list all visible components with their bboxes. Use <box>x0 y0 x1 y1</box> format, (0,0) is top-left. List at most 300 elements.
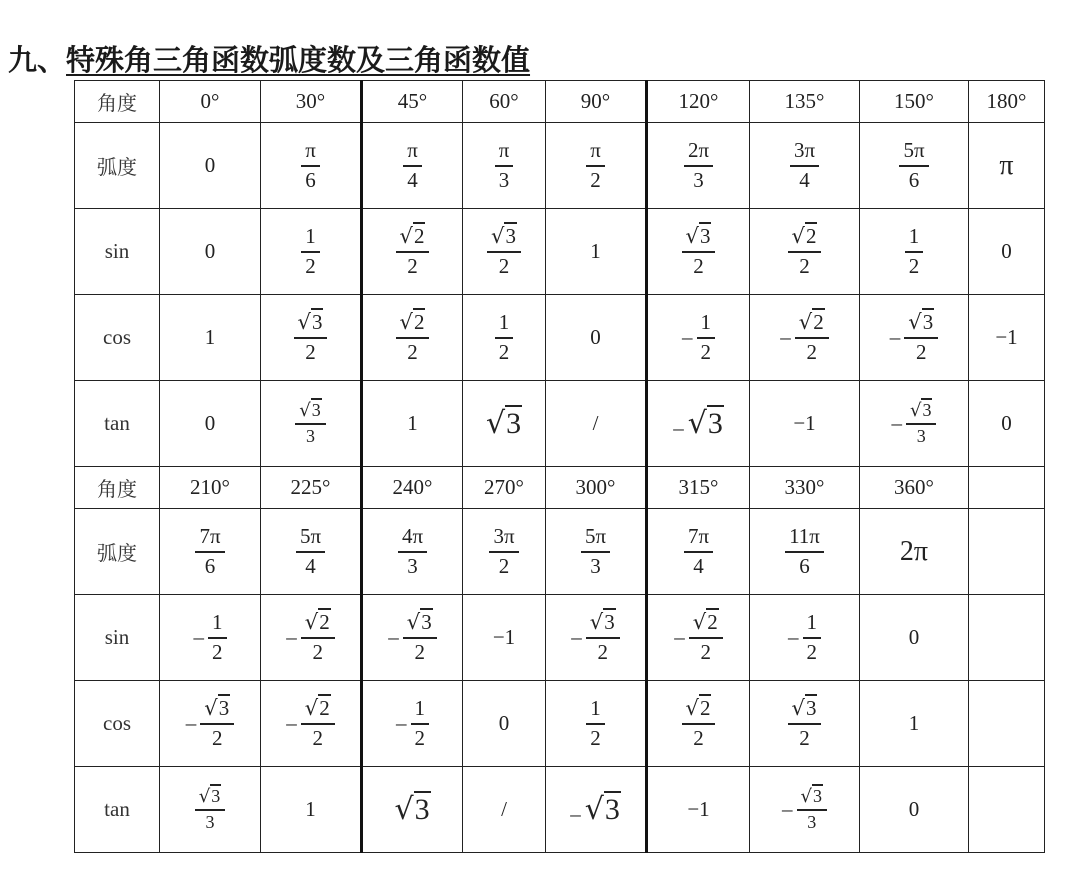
minus-sign: – <box>889 325 901 349</box>
fraction <box>301 697 335 749</box>
cos-value-cell <box>546 295 647 381</box>
numerator: 3π <box>790 139 819 166</box>
numerator: π <box>301 139 320 166</box>
sin-value-cell <box>463 595 546 681</box>
radicand: 3 <box>604 793 620 826</box>
cos-value-cell <box>750 681 860 767</box>
fraction <box>682 697 716 749</box>
denominator: 4 <box>407 167 418 192</box>
radicand: 3 <box>218 696 230 721</box>
numerator: π <box>586 139 605 166</box>
radicand: 3 <box>311 399 321 420</box>
fraction <box>803 611 822 663</box>
angle-cell <box>969 467 1045 509</box>
denominator: 2 <box>211 725 223 750</box>
sqrt-expression <box>491 222 517 248</box>
numerator: π <box>403 139 422 166</box>
numerator <box>403 611 437 638</box>
radical-sign: √ <box>198 785 211 807</box>
angle-cell: 135° <box>750 81 860 123</box>
fraction <box>195 525 224 577</box>
angle-cell: 300° <box>546 467 647 509</box>
radicand: 3 <box>922 310 934 335</box>
cos-value-cell <box>160 295 261 381</box>
denominator: 2 <box>799 253 810 278</box>
minus-sign: – <box>570 801 581 826</box>
cell-value: 0 <box>1001 411 1012 435</box>
fraction <box>689 611 723 663</box>
fraction <box>905 225 924 277</box>
radian-value-cell <box>160 509 261 595</box>
fraction <box>398 525 427 577</box>
radian-value-cell <box>860 123 969 209</box>
denominator: 3 <box>305 425 315 446</box>
radicand: 3 <box>604 610 615 635</box>
tan-value-cell <box>546 381 647 467</box>
fraction <box>899 139 928 191</box>
radicand: 2 <box>319 610 330 635</box>
fraction <box>495 139 514 191</box>
denominator: 2 <box>498 339 510 364</box>
sqrt-expression <box>686 694 712 720</box>
denominator: 3 <box>916 425 926 446</box>
tan-value-cell <box>160 767 261 853</box>
section-title: 特殊角三角函数弧度数及三角函数值 <box>66 43 531 77</box>
denominator: 2 <box>700 639 711 664</box>
fraction <box>788 697 822 749</box>
cos-row <box>75 295 1045 381</box>
sin-value-cell <box>261 595 362 681</box>
numerator: π <box>495 139 514 166</box>
sqrt-expression <box>585 793 621 826</box>
radian-value-cell <box>969 123 1045 209</box>
cell-value: −1 <box>492 625 516 649</box>
numerator: 7π <box>195 525 224 552</box>
denominator: 6 <box>305 167 316 192</box>
numerator <box>396 311 430 338</box>
tan-value-cell <box>463 381 546 467</box>
denominator: 3 <box>498 167 510 192</box>
fraction <box>906 401 936 447</box>
numerator <box>689 611 723 638</box>
tan-value-cell <box>860 381 969 467</box>
cos-value-cell <box>969 681 1045 767</box>
angle-row <box>75 467 1045 509</box>
cell-value: 1 <box>908 711 920 735</box>
numerator <box>904 311 938 338</box>
radical-sign: √ <box>791 224 805 249</box>
sin-value-cell <box>160 209 261 295</box>
radicand: 3 <box>506 407 522 440</box>
fraction <box>403 611 437 663</box>
tan-value-cell <box>969 381 1045 467</box>
denominator: 2 <box>806 339 817 364</box>
cell-value: π <box>999 149 1014 181</box>
denominator: 2 <box>305 339 316 364</box>
cell-value: 0 <box>1001 239 1012 263</box>
angle-row <box>75 81 1045 123</box>
denominator: 2 <box>407 339 418 364</box>
minus-sign: – <box>782 797 793 821</box>
cell-value: 0 <box>590 325 601 349</box>
fraction <box>586 611 620 663</box>
numerator: 2π <box>684 139 713 166</box>
angle-cell: 225° <box>261 467 362 509</box>
sqrt-expression <box>199 786 221 806</box>
radical-sign: √ <box>685 224 699 249</box>
numerator: 1 <box>495 311 514 338</box>
sqrt-expression <box>799 308 825 334</box>
sin-value-cell <box>750 209 860 295</box>
fraction <box>581 525 610 577</box>
fraction <box>788 225 822 277</box>
fraction <box>208 611 227 663</box>
cos-value-cell <box>362 295 463 381</box>
sin-row <box>75 209 1045 295</box>
minus-sign: – <box>673 415 684 440</box>
cos-value-cell <box>362 681 463 767</box>
minus-sign: – <box>571 625 582 649</box>
cell-value: 0 <box>204 153 216 177</box>
tan-value-cell <box>546 767 647 853</box>
cos-value-cell <box>546 681 647 767</box>
radicand: 2 <box>413 224 425 249</box>
radicand: 2 <box>413 310 425 335</box>
minus-sign: – <box>286 625 297 649</box>
fraction <box>301 611 335 663</box>
fraction <box>403 139 422 191</box>
radical-sign: √ <box>584 792 604 827</box>
sqrt-expression <box>204 694 230 720</box>
row-label-radian: 弧度 <box>75 509 160 595</box>
denominator: 6 <box>799 553 810 578</box>
minus-sign: – <box>286 711 297 735</box>
sin-value-cell <box>647 595 750 681</box>
radicand: 2 <box>707 610 718 635</box>
sin-value-cell <box>160 595 261 681</box>
fraction <box>785 525 824 577</box>
minus-sign: – <box>193 625 204 649</box>
sin-value-cell <box>362 595 463 681</box>
denominator: 2 <box>498 553 510 578</box>
denominator: 2 <box>305 253 316 278</box>
tan-value-cell <box>362 381 463 467</box>
cos-value-cell <box>860 681 969 767</box>
radicand: 3 <box>707 407 723 440</box>
fraction <box>684 525 713 577</box>
sqrt-expression <box>400 222 426 248</box>
radical-sign: √ <box>791 696 805 721</box>
angle-cell: 270° <box>463 467 546 509</box>
sqrt-expression <box>693 608 719 634</box>
row-label-sin: sin <box>75 209 160 295</box>
fraction <box>411 697 430 749</box>
numerator <box>906 401 936 425</box>
radicand: 2 <box>805 224 817 249</box>
numerator <box>788 225 822 252</box>
denominator: 2 <box>414 639 425 664</box>
angle-cell: 90° <box>546 81 647 123</box>
radical-sign: √ <box>297 310 311 335</box>
cell-value: 1 <box>590 239 601 263</box>
fraction <box>295 401 325 447</box>
sin-value-cell <box>362 209 463 295</box>
radical-sign: √ <box>589 610 604 635</box>
numerator: 3π <box>489 525 518 552</box>
fraction <box>904 311 938 363</box>
radicand: 3 <box>211 785 221 806</box>
denominator: 2 <box>806 639 817 664</box>
fraction <box>396 311 430 363</box>
tan-value-cell <box>969 767 1045 853</box>
radian-value-cell <box>860 509 969 595</box>
numerator <box>788 697 822 724</box>
radical-sign: √ <box>304 610 319 635</box>
radical-sign: √ <box>399 224 413 249</box>
numerator: 1 <box>905 225 924 252</box>
angle-cell: 30° <box>261 81 362 123</box>
fraction <box>790 139 819 191</box>
radian-value-cell <box>546 509 647 595</box>
page-title <box>8 42 530 78</box>
numerator <box>795 311 829 338</box>
angle-cell: 315° <box>647 467 750 509</box>
numerator: 5π <box>296 525 325 552</box>
denominator: 2 <box>312 725 323 750</box>
fraction <box>396 225 430 277</box>
minus-sign: – <box>891 411 902 435</box>
radicand: 3 <box>805 696 817 721</box>
sqrt-expression <box>910 400 932 420</box>
radical-sign: √ <box>687 406 707 441</box>
fraction <box>195 787 225 833</box>
angle-cell: 45° <box>362 81 463 123</box>
radicand: 3 <box>922 399 932 420</box>
sin-value-cell <box>261 209 362 295</box>
numerator <box>396 225 430 252</box>
cell-value: / <box>592 411 599 435</box>
sqrt-expression <box>407 608 433 634</box>
cell-value: 0 <box>498 711 510 735</box>
row-label-cos: cos <box>75 295 160 381</box>
fraction <box>684 139 713 191</box>
sqrt-expression <box>792 694 818 720</box>
tan-value-cell <box>362 767 463 853</box>
numerator <box>294 311 328 338</box>
sqrt-expression <box>298 308 324 334</box>
denominator: 2 <box>915 339 927 364</box>
denominator: 3 <box>590 553 601 578</box>
numerator: 5π <box>581 525 610 552</box>
denominator: 4 <box>305 553 316 578</box>
radicand: 2 <box>699 696 711 721</box>
cos-value-cell <box>647 681 750 767</box>
cell-value: 0 <box>908 797 920 821</box>
radical-sign: √ <box>491 224 505 249</box>
numerator <box>195 787 225 811</box>
minus-sign: – <box>185 711 197 735</box>
numerator: 11π <box>785 525 824 552</box>
radicand: 3 <box>421 610 432 635</box>
fraction <box>795 311 829 363</box>
numerator <box>295 401 325 425</box>
sqrt-expression <box>792 222 818 248</box>
sin-row <box>75 595 1045 681</box>
radical-sign: √ <box>910 399 922 421</box>
tan-value-cell <box>261 381 362 467</box>
sin-value-cell <box>546 209 647 295</box>
denominator: 2 <box>590 167 601 192</box>
fraction <box>586 139 605 191</box>
denominator: 6 <box>204 553 216 578</box>
radicand: 3 <box>311 310 323 335</box>
denominator: 2 <box>908 253 920 278</box>
row-label-radian: 弧度 <box>75 123 160 209</box>
sqrt-expression <box>686 222 712 248</box>
cell-value: / <box>501 797 507 821</box>
cell-value: 2π <box>899 535 929 567</box>
cos-value-cell <box>860 295 969 381</box>
angle-cell: 210° <box>160 467 261 509</box>
numerator <box>301 611 335 638</box>
sin-value-cell <box>969 209 1045 295</box>
radian-value-cell <box>463 123 546 209</box>
angle-cell: 0° <box>160 81 261 123</box>
row-label-sin: sin <box>75 595 160 681</box>
radian-value-cell <box>647 509 750 595</box>
denominator: 2 <box>498 253 510 278</box>
row-label-tan: tan <box>75 767 160 853</box>
fraction <box>487 225 521 277</box>
radical-sign: √ <box>685 696 699 721</box>
denominator: 2 <box>590 725 601 750</box>
cell-value: 0 <box>204 411 216 435</box>
denominator: 2 <box>212 639 223 664</box>
tan-value-cell <box>647 767 750 853</box>
numerator: 1 <box>586 697 605 724</box>
fraction <box>682 225 716 277</box>
cos-value-cell <box>261 681 362 767</box>
denominator: 6 <box>908 167 920 192</box>
minus-sign: – <box>388 625 399 649</box>
radian-value-cell <box>261 123 362 209</box>
numerator: 1 <box>208 611 227 638</box>
numerator <box>682 697 716 724</box>
radical-sign: √ <box>908 310 922 335</box>
radian-value-cell <box>647 123 750 209</box>
fraction <box>301 225 320 277</box>
denominator: 2 <box>414 725 425 750</box>
numerator <box>797 787 827 811</box>
denominator: 3 <box>407 553 418 578</box>
radical-sign: √ <box>798 310 813 335</box>
denominator: 4 <box>693 553 704 578</box>
sqrt-expression <box>801 786 823 806</box>
sqrt-expression <box>400 308 426 334</box>
fraction <box>296 525 325 577</box>
radian-value-cell <box>362 123 463 209</box>
numerator <box>487 225 521 252</box>
fraction <box>697 311 716 363</box>
numerator: 1 <box>411 697 430 724</box>
sqrt-expression <box>394 793 430 826</box>
radian-value-cell <box>969 509 1045 595</box>
radian-value-cell <box>160 123 261 209</box>
fraction <box>294 311 328 363</box>
radian-row <box>75 123 1045 209</box>
tan-value-cell <box>860 767 969 853</box>
denominator: 2 <box>693 725 704 750</box>
numerator: 1 <box>301 225 320 252</box>
sqrt-expression <box>688 407 724 440</box>
sin-value-cell <box>750 595 860 681</box>
radicand: 3 <box>699 224 711 249</box>
sin-value-cell <box>463 209 546 295</box>
fraction <box>495 311 514 363</box>
tan-row <box>75 767 1045 853</box>
sqrt-expression <box>908 308 934 334</box>
numerator: 1 <box>697 311 716 338</box>
numerator <box>682 225 716 252</box>
fraction <box>301 139 320 191</box>
cell-value: 0 <box>908 625 920 649</box>
tan-value-cell <box>750 381 860 467</box>
radical-sign: √ <box>299 399 311 421</box>
denominator: 3 <box>693 167 704 192</box>
angle-cell: 180° <box>969 81 1045 123</box>
sin-value-cell <box>546 595 647 681</box>
radical-sign: √ <box>304 696 319 721</box>
tan-value-cell <box>261 767 362 853</box>
denominator: 3 <box>205 811 215 832</box>
cell-value: −1 <box>793 411 816 435</box>
radian-value-cell <box>750 123 860 209</box>
angle-cell: 330° <box>750 467 860 509</box>
cos-value-cell <box>969 295 1045 381</box>
sin-value-cell <box>969 595 1045 681</box>
sqrt-expression <box>305 608 331 634</box>
cos-row <box>75 681 1045 767</box>
radicand: 3 <box>505 224 516 249</box>
cos-value-cell <box>647 295 750 381</box>
denominator: 2 <box>799 725 810 750</box>
radical-sign: √ <box>485 406 506 441</box>
radian-value-cell <box>546 123 647 209</box>
cos-value-cell <box>463 681 546 767</box>
fraction <box>797 787 827 833</box>
angle-cell: 360° <box>860 467 969 509</box>
radicand: 3 <box>414 793 430 826</box>
denominator: 2 <box>700 339 711 364</box>
numerator: 4π <box>398 525 427 552</box>
cos-value-cell <box>261 295 362 381</box>
radical-sign: √ <box>692 610 707 635</box>
radian-value-cell <box>362 509 463 595</box>
fraction <box>489 525 518 577</box>
denominator: 4 <box>799 167 810 192</box>
cell-value: 0 <box>204 239 216 263</box>
sqrt-expression <box>305 694 331 720</box>
cos-value-cell <box>750 295 860 381</box>
numerator: 1 <box>803 611 822 638</box>
cell-value: −1 <box>687 797 710 821</box>
numerator <box>200 697 234 724</box>
radicand: 3 <box>812 785 822 806</box>
cell-value: 1 <box>204 325 216 349</box>
minus-sign: – <box>682 325 693 349</box>
tan-value-cell <box>160 381 261 467</box>
row-label-angle: 角度 <box>75 81 160 123</box>
